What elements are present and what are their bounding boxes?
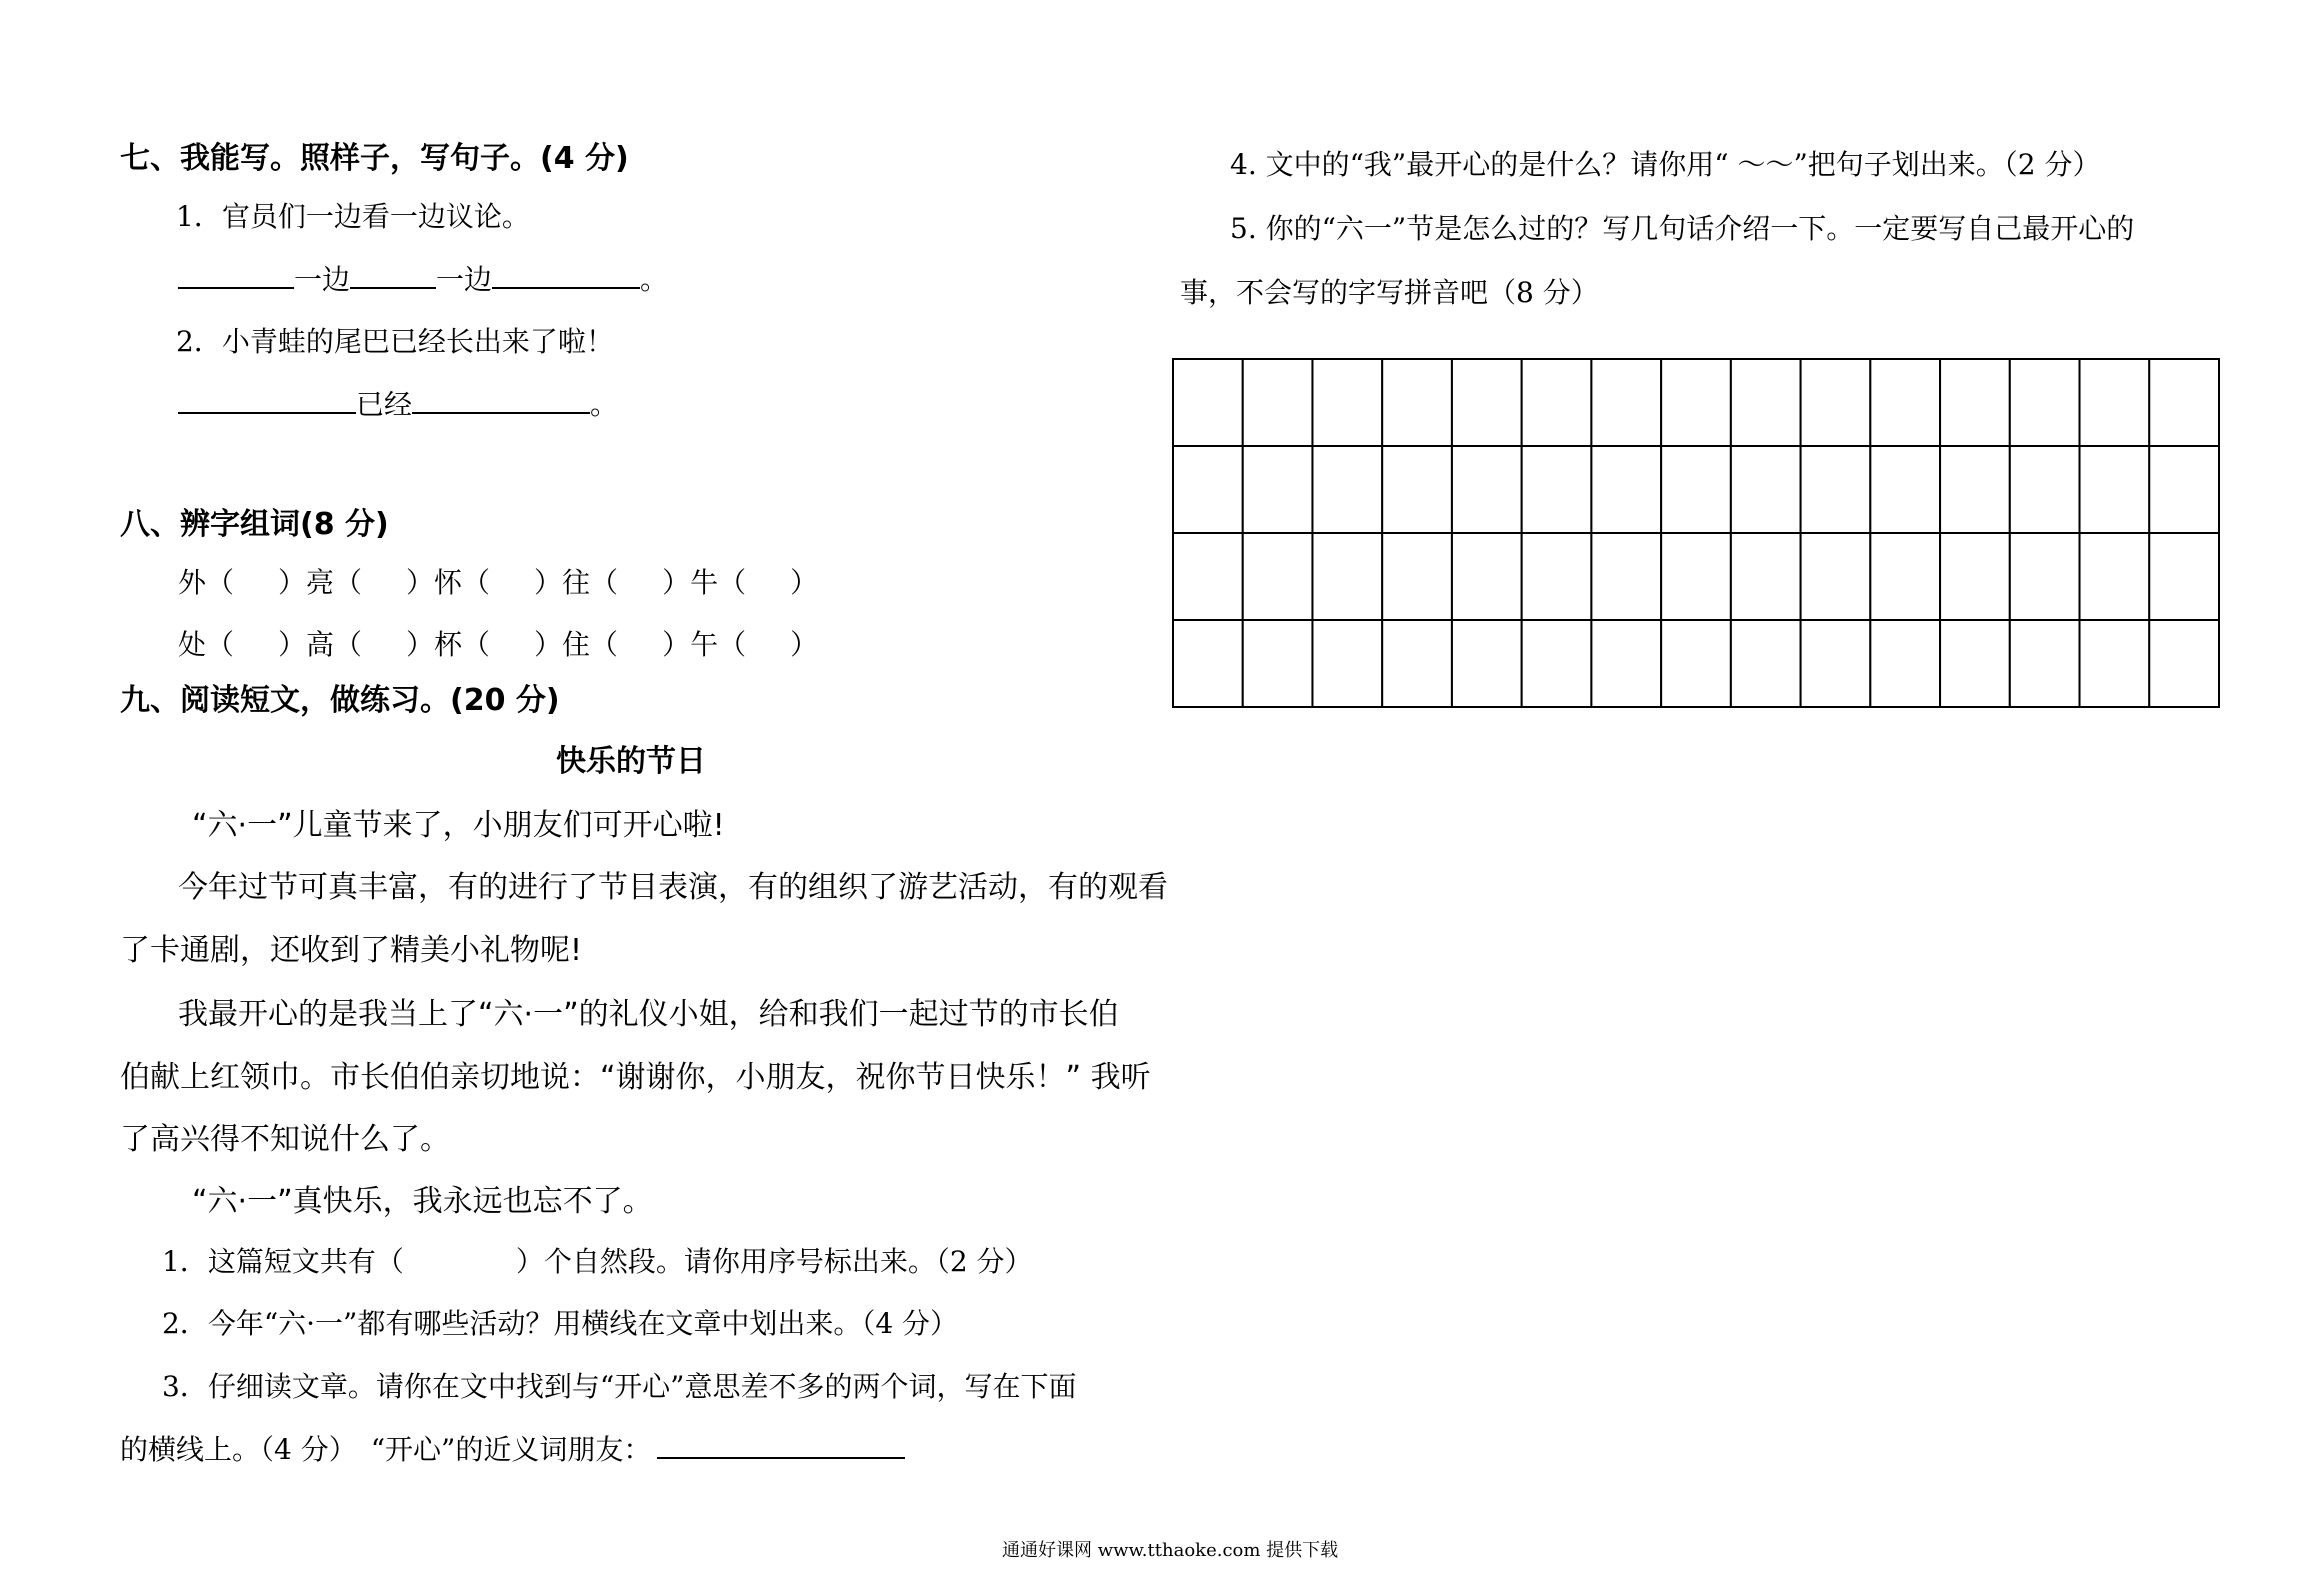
answer-blank[interactable] — [178, 384, 356, 414]
question-1: 1．这篇短文共有（ ）个自然段。请你用序号标出来。（2 分） — [162, 1245, 1033, 1278]
answer-blank[interactable] — [657, 1429, 905, 1459]
grid-cell[interactable] — [1870, 359, 1940, 446]
passage-paragraph-1: “六·一”儿童节来了，小朋友们可开心啦! — [192, 808, 725, 843]
passage-title: 快乐的节日 — [556, 744, 706, 779]
grid-cell[interactable] — [1243, 359, 1313, 446]
grid-cell[interactable] — [1173, 533, 1243, 620]
question-5-line-2: 事，不会写的字写拼音吧（8 分） — [1180, 276, 1599, 309]
footer-credit: 通通好课网 www.tthaoke.com 提供下载 — [1002, 1540, 1339, 1561]
grid-cell[interactable] — [1801, 620, 1871, 707]
grid-cell[interactable] — [1382, 359, 1452, 446]
answer-blank[interactable] — [412, 384, 590, 414]
answer-blank[interactable] — [178, 259, 294, 289]
grid-cell[interactable] — [1591, 446, 1661, 533]
section-8-heading: 八、辨字组词(8 分) — [120, 507, 389, 542]
grid-cell[interactable] — [1382, 533, 1452, 620]
grid-cell[interactable] — [1940, 620, 2010, 707]
question-3-line-2: 的横线上。（4 分） “开心”的近义词朋友： — [120, 1428, 905, 1468]
section-7-item-2-answer-line: 已经 。 — [178, 383, 618, 423]
grid-cell[interactable] — [1661, 359, 1731, 446]
grid-cell[interactable] — [1312, 446, 1382, 533]
passage-paragraph-2-line-1: 今年过节可真丰富，有的进行了节目表演，有的组织了游艺活动，有的观看 — [178, 870, 1168, 905]
grid-cell[interactable] — [1173, 446, 1243, 533]
grid-cell[interactable] — [1940, 359, 2010, 446]
grid-cell[interactable] — [1731, 533, 1801, 620]
grid-cell[interactable] — [2149, 620, 2219, 707]
grid-cell[interactable] — [1801, 359, 1871, 446]
grid-cell[interactable] — [1940, 446, 2010, 533]
passage-paragraph-2-line-2: 了卡通剧，还收到了精美小礼物呢! — [120, 933, 583, 968]
grid-cell[interactable] — [1591, 620, 1661, 707]
grid-cell[interactable] — [2149, 359, 2219, 446]
writing-grid[interactable] — [1172, 358, 2220, 708]
question-2: 2．今年“六·一”都有哪些活动？用横线在文章中划出来。（4 分） — [162, 1307, 959, 1340]
question-3-line-1: 3．仔细读文章。请你在文中找到与“开心”意思差不多的两个词，写在下面 — [162, 1370, 1077, 1403]
grid-cell[interactable] — [1591, 533, 1661, 620]
grid-cell[interactable] — [2080, 359, 2150, 446]
grid-cell[interactable] — [1940, 533, 2010, 620]
grid-cell[interactable] — [1312, 533, 1382, 620]
section-7-item-1: 1．官员们一边看一边议论。 — [176, 200, 530, 233]
grid-cell[interactable] — [1731, 620, 1801, 707]
section-8-row-1: 外（ ）亮（ ）怀（ ）往（ ）牛（ ） — [178, 566, 819, 599]
grid-cell[interactable] — [1243, 620, 1313, 707]
grid-cell[interactable] — [1452, 446, 1522, 533]
grid-cell[interactable] — [1801, 533, 1871, 620]
grid-cell[interactable] — [2080, 620, 2150, 707]
question-5-line-1: 5. 你的“六一”节是怎么过的？写几句话介绍一下。一定要写自己最开心的 — [1230, 212, 2135, 245]
grid-cell[interactable] — [2080, 446, 2150, 533]
grid-cell[interactable] — [1522, 446, 1592, 533]
question-4: 4. 文中的“我”最开心的是什么？请你用“ ～～”把句子划出来。（2 分） — [1230, 148, 2101, 181]
grid-cell[interactable] — [1661, 533, 1731, 620]
grid-cell[interactable] — [2149, 533, 2219, 620]
grid-cell[interactable] — [1452, 359, 1522, 446]
grid-cell[interactable] — [2010, 446, 2080, 533]
section-7-item-1-answer-line: 一边 一边 。 — [178, 258, 668, 298]
grid-cell[interactable] — [1312, 359, 1382, 446]
grid-cell[interactable] — [1661, 620, 1731, 707]
grid-cell[interactable] — [1731, 446, 1801, 533]
section-9-heading: 九、阅读短文，做练习。(20 分) — [120, 683, 560, 718]
grid-cell[interactable] — [2010, 359, 2080, 446]
section-7-heading: 七、我能写。照样子，写句子。(4 分) — [120, 141, 629, 176]
grid-cell[interactable] — [1243, 446, 1313, 533]
grid-cell[interactable] — [1870, 446, 1940, 533]
grid-cell[interactable] — [2149, 446, 2219, 533]
section-8-row-2: 处（ ）高（ ）杯（ ）住（ ）午（ ） — [178, 628, 819, 661]
passage-paragraph-3-line-1: 我最开心的是我当上了“六·一”的礼仪小姐，给和我们一起过节的市长伯 — [178, 997, 1119, 1032]
passage-paragraph-3-line-2: 伯献上红领巾。市长伯伯亲切地说：“谢谢你，小朋友，祝你节日快乐！” 我听 — [120, 1060, 1151, 1095]
grid-cell[interactable] — [1312, 620, 1382, 707]
grid-cell[interactable] — [1522, 620, 1592, 707]
grid-cell[interactable] — [1522, 359, 1592, 446]
grid-cell[interactable] — [1731, 359, 1801, 446]
answer-blank[interactable] — [492, 259, 640, 289]
grid-cell[interactable] — [1382, 620, 1452, 707]
grid-cell[interactable] — [1870, 533, 1940, 620]
grid-cell[interactable] — [1591, 359, 1661, 446]
grid-cell[interactable] — [1870, 620, 1940, 707]
passage-paragraph-4: “六·一”真快乐，我永远也忘不了。 — [192, 1184, 653, 1219]
grid-cell[interactable] — [1382, 446, 1452, 533]
grid-cell[interactable] — [1173, 359, 1243, 446]
grid-cell[interactable] — [1801, 446, 1871, 533]
grid-cell[interactable] — [1522, 533, 1592, 620]
grid-cell[interactable] — [2080, 533, 2150, 620]
answer-blank[interactable] — [350, 259, 436, 289]
grid-cell[interactable] — [2010, 533, 2080, 620]
grid-cell[interactable] — [1173, 620, 1243, 707]
grid-cell[interactable] — [1452, 620, 1522, 707]
section-7-item-2: 2．小青蛙的尾巴已经长出来了啦！ — [176, 325, 614, 358]
grid-cell[interactable] — [1452, 533, 1522, 620]
passage-paragraph-3-line-3: 了高兴得不知说什么了。 — [120, 1122, 450, 1157]
grid-cell[interactable] — [1243, 533, 1313, 620]
grid-cell[interactable] — [1661, 446, 1731, 533]
grid-cell[interactable] — [2010, 620, 2080, 707]
